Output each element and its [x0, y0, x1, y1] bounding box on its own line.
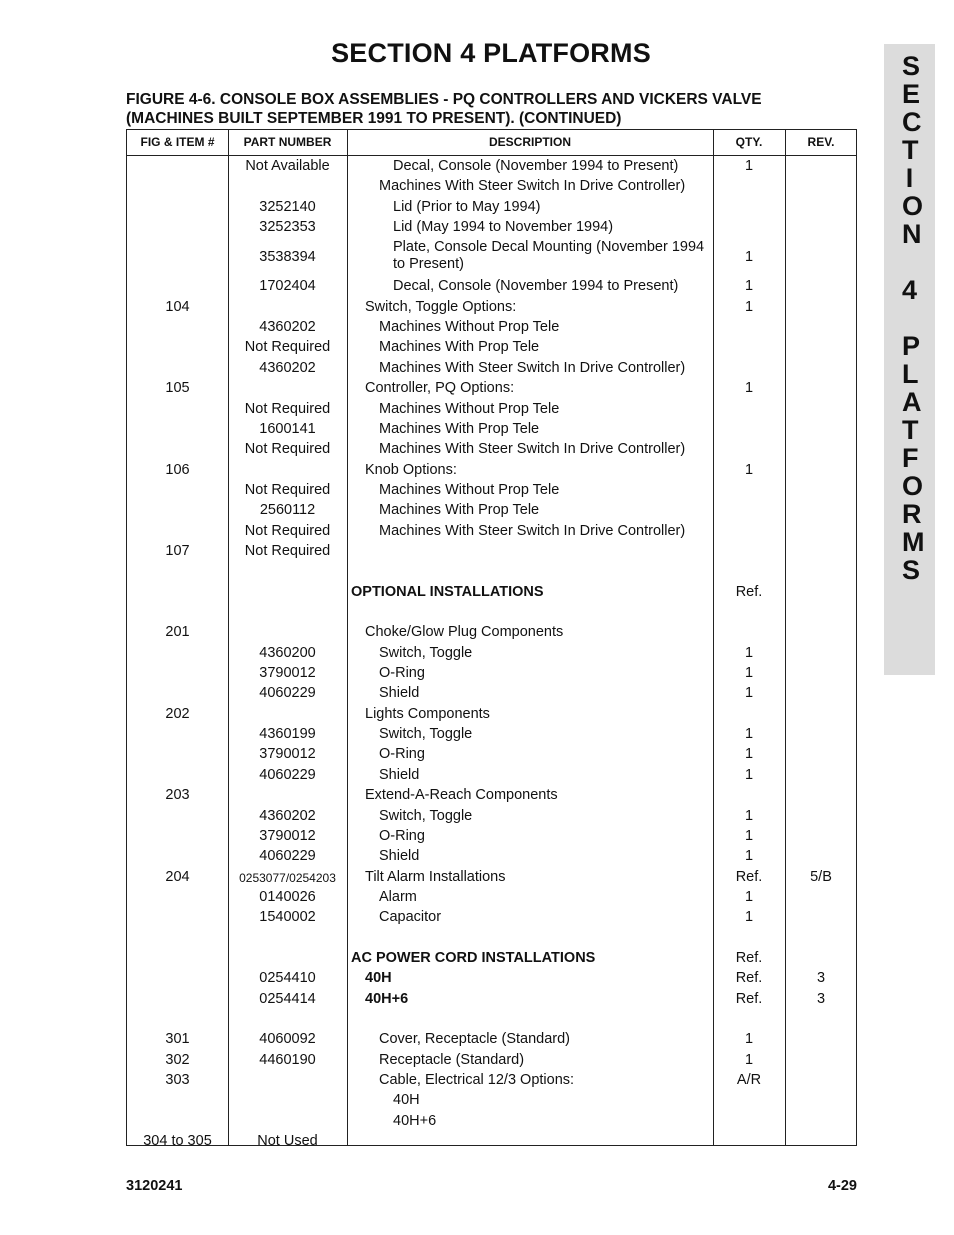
cell-qty: 1 — [744, 848, 754, 865]
section-side-tab — [884, 44, 935, 675]
cell-qty: 1 — [744, 644, 754, 661]
side-tab-gap — [884, 248, 935, 276]
table-row — [127, 991, 858, 1011]
cell-description: Shield — [379, 766, 420, 783]
cell-description: Switch, Toggle — [379, 644, 473, 661]
header-fig-item: FIG & ITEM # — [140, 135, 215, 149]
cell-part-number: 3790012 — [259, 746, 316, 763]
table-row — [127, 462, 858, 482]
cell-description: AC POWER CORD INSTALLATIONS — [351, 949, 596, 966]
cell-qty: 1 — [744, 665, 754, 682]
cell-qty: 1 — [744, 380, 754, 397]
cell-description: Machines Without Prop Tele — [379, 481, 560, 498]
table-row — [127, 339, 858, 359]
cell-qty: 1 — [744, 249, 754, 266]
table-row — [127, 645, 858, 665]
side-tab-letters — [884, 52, 935, 584]
table-row — [127, 319, 858, 339]
cell-part-number: Not Required — [244, 400, 331, 417]
cell-description: OPTIONAL INSTALLATIONS — [351, 583, 544, 600]
table-row — [127, 1133, 858, 1153]
figure-title-line-2: (MACHINES BUILT SEPTEMBER 1991 TO PRESENT). (CONTINUED) — [126, 110, 622, 127]
cell-part-number: Not Available — [245, 158, 330, 174]
cell-part-number: 3252140 — [259, 198, 316, 215]
cell-part-number: Not Required — [244, 542, 331, 559]
cell-fig-item: 107 — [165, 542, 190, 559]
table-row — [127, 421, 858, 441]
page-title: SECTION 4 PLATFORMS — [331, 38, 651, 68]
cell-part-number: 4360202 — [259, 359, 316, 376]
cell-description: Receptacle (Standard) — [379, 1051, 525, 1068]
table-row — [127, 685, 858, 705]
cell-description: Machines With Steer Switch In Drive Controller) — [379, 522, 686, 539]
table-row — [127, 219, 858, 239]
table-row — [127, 178, 858, 198]
cell-qty: 1 — [744, 1051, 754, 1068]
cell-qty: 1 — [744, 746, 754, 763]
table-row — [127, 706, 858, 726]
cell-fig-item: 303 — [165, 1072, 190, 1089]
cell-rev: 3 — [816, 970, 826, 987]
cell-part-number: 4060229 — [259, 766, 316, 783]
table-row — [127, 239, 858, 278]
cell-qty: 1 — [744, 298, 754, 315]
cell-qty: 1 — [744, 685, 754, 702]
table-row — [127, 441, 858, 461]
cell-qty: 1 — [744, 726, 754, 743]
table-row — [127, 1011, 858, 1031]
cell-description: Decal, Console (November 1994 to Present) — [393, 278, 679, 295]
table-row — [127, 665, 858, 685]
cell-description: Switch, Toggle — [379, 726, 473, 743]
cell-part-number: Not Used — [257, 1133, 318, 1150]
table-row — [127, 624, 858, 644]
cell-fig-item: 204 — [165, 868, 190, 885]
cell-description: Controller, PQ Options: — [365, 380, 515, 397]
table-row — [127, 482, 858, 502]
table-row — [127, 401, 858, 421]
cell-description: Extend-A-Reach Components — [365, 787, 558, 804]
cell-qty: 1 — [744, 807, 754, 824]
cell-part-number: 4360200 — [259, 644, 316, 661]
table-row — [127, 299, 858, 319]
cell-description: Plate, Console Decal Mounting (November 1994 to Present) — [393, 239, 705, 273]
table-row — [127, 1092, 858, 1112]
page-number: 4-29 — [827, 1178, 857, 1194]
table-row — [127, 726, 858, 746]
figure-title — [126, 90, 846, 128]
side-tab-word: 4 — [901, 275, 918, 305]
header-part-number: PART NUMBER — [243, 135, 332, 149]
table-row — [127, 828, 858, 848]
cell-description: Machines With Steer Switch In Drive Controller) — [379, 359, 686, 376]
cell-description: 40H+6 — [393, 1112, 437, 1129]
table-row — [127, 1052, 858, 1072]
table-row — [127, 563, 858, 583]
cell-qty: Ref. — [735, 583, 763, 600]
cell-description: O-Ring — [379, 746, 425, 763]
cell-fig-item: 106 — [165, 461, 190, 478]
cell-description: Knob Options: — [365, 461, 457, 478]
cell-description: Machines With Prop Tele — [379, 502, 540, 519]
table-row — [127, 869, 858, 889]
cell-part-number: 1600141 — [259, 420, 316, 437]
cell-fig-item: 104 — [165, 298, 190, 315]
table-row — [127, 746, 858, 766]
cell-description: Alarm — [379, 888, 417, 905]
cell-description: Shield — [379, 848, 420, 865]
cell-description: Lights Components — [365, 705, 490, 722]
cell-rev: 3 — [816, 990, 826, 1007]
cell-part-number: 4060092 — [259, 1031, 316, 1048]
side-tab-word: PLATFORMS — [901, 331, 925, 585]
table-row — [127, 380, 858, 400]
cell-part-number: Not Required — [244, 339, 331, 356]
cell-description: Switch, Toggle — [379, 807, 473, 824]
cell-fig-item: 202 — [165, 705, 190, 722]
cell-description: Cable, Electrical 12/3 Options: — [379, 1072, 575, 1089]
header-description: DESCRIPTION — [488, 135, 571, 149]
cell-part-number: 0254414 — [259, 990, 316, 1007]
cell-fig-item: 302 — [165, 1051, 190, 1068]
cell-part-number: 4060229 — [259, 848, 316, 865]
table-row — [127, 808, 858, 828]
side-tab-word: SECTION — [901, 51, 923, 249]
cell-description: Lid (May 1994 to November 1994) — [393, 219, 614, 236]
cell-description: Decal, Console (November 1994 to Present) — [393, 158, 679, 174]
table-row — [127, 199, 858, 219]
header-rev: REV. — [807, 135, 835, 149]
cell-fig-item: 304 to 305 — [143, 1133, 212, 1150]
cell-description: Machines Without Prop Tele — [379, 400, 560, 417]
cell-qty: 1 — [744, 766, 754, 783]
cell-description: O-Ring — [379, 827, 425, 844]
cell-part-number: 0140026 — [259, 888, 316, 905]
table-row — [127, 950, 858, 970]
cell-description: Switch, Toggle Options: — [365, 298, 517, 315]
table-row — [127, 604, 858, 624]
cell-description: Machines With Steer Switch In Drive Controller) — [379, 178, 686, 195]
cell-part-number: 3538394 — [259, 249, 316, 266]
side-tab-gap — [884, 304, 935, 332]
cell-qty: 1 — [744, 461, 754, 478]
table-row — [127, 502, 858, 522]
table-row — [127, 970, 858, 990]
document-number: 3120241 — [126, 1178, 183, 1194]
cell-description: Cover, Receptacle (Standard) — [379, 1031, 571, 1048]
cell-part-number: 4360199 — [259, 726, 316, 743]
cell-part-number: 3252353 — [259, 219, 316, 236]
cell-description: 40H — [393, 1092, 420, 1109]
table-row — [127, 158, 858, 178]
cell-qty: Ref. — [735, 990, 763, 1007]
header-qty: QTY. — [735, 135, 763, 149]
table-row — [127, 1031, 858, 1051]
cell-part-number: 4360202 — [259, 319, 316, 336]
cell-description: Shield — [379, 685, 420, 702]
cell-qty: 1 — [744, 888, 754, 905]
table-row — [127, 787, 858, 807]
cell-part-number: 3790012 — [259, 827, 316, 844]
table-row — [127, 1113, 858, 1133]
cell-qty: 1 — [744, 158, 754, 174]
table-row — [127, 584, 858, 604]
cell-description: 40H+6 — [365, 990, 409, 1007]
cell-qty: Ref. — [735, 868, 763, 885]
cell-description: Lid (Prior to May 1994) — [393, 198, 541, 215]
cell-part-number: 0254410 — [259, 970, 316, 987]
cell-fig-item: 201 — [165, 624, 190, 641]
cell-part-number: 1702404 — [259, 278, 316, 295]
cell-part-number: 1540002 — [259, 909, 316, 926]
cell-part-number: 4060229 — [259, 685, 316, 702]
table-row — [127, 889, 858, 909]
cell-qty: 1 — [744, 827, 754, 844]
table-row — [127, 1072, 858, 1092]
cell-description: Choke/Glow Plug Components — [365, 624, 564, 641]
cell-qty: A/R — [736, 1072, 762, 1089]
cell-description: Machines Without Prop Tele — [379, 319, 560, 336]
cell-description: Machines With Prop Tele — [379, 420, 540, 437]
table-row — [127, 767, 858, 787]
cell-fig-item: 301 — [165, 1031, 190, 1048]
table-row — [127, 543, 858, 563]
cell-fig-item: 203 — [165, 787, 190, 804]
cell-rev: 5/B — [810, 868, 832, 885]
cell-part-number: 3790012 — [259, 665, 316, 682]
parts-table — [126, 129, 857, 1150]
cell-qty: 1 — [744, 1031, 754, 1048]
cell-part-number: 4360202 — [259, 807, 316, 824]
table-row — [127, 523, 858, 543]
header-divider — [127, 155, 856, 156]
table-row — [127, 360, 858, 380]
cell-part-number: 4460190 — [259, 1051, 316, 1068]
cell-part-number: Not Required — [244, 481, 331, 498]
cell-description: Machines With Prop Tele — [379, 339, 540, 356]
cell-description: Tilt Alarm Installations — [365, 868, 506, 885]
cell-fig-item: 105 — [165, 380, 190, 397]
table-row — [127, 278, 858, 298]
table-row — [127, 848, 858, 868]
cell-part-number: Not Required — [244, 522, 331, 539]
cell-qty: 1 — [744, 278, 754, 295]
cell-part-number: Not Required — [244, 441, 331, 458]
cell-description: 40H — [365, 970, 392, 987]
cell-qty: Ref. — [735, 970, 763, 987]
figure-title-line-1: FIGURE 4-6. CONSOLE BOX ASSEMBLIES - PQ CONTROLLERS AND VICKERS VALVE — [126, 91, 762, 108]
cell-part-number: 2560112 — [259, 502, 316, 519]
cell-part-number: 0253077/0254203 — [239, 870, 336, 885]
table-row — [127, 930, 858, 950]
table-row — [127, 909, 858, 929]
cell-description: O-Ring — [379, 665, 425, 682]
cell-qty: Ref. — [735, 949, 763, 966]
cell-description: Capacitor — [379, 909, 442, 926]
cell-description: Machines With Steer Switch In Drive Controller) — [379, 441, 686, 458]
cell-qty: 1 — [744, 909, 754, 926]
